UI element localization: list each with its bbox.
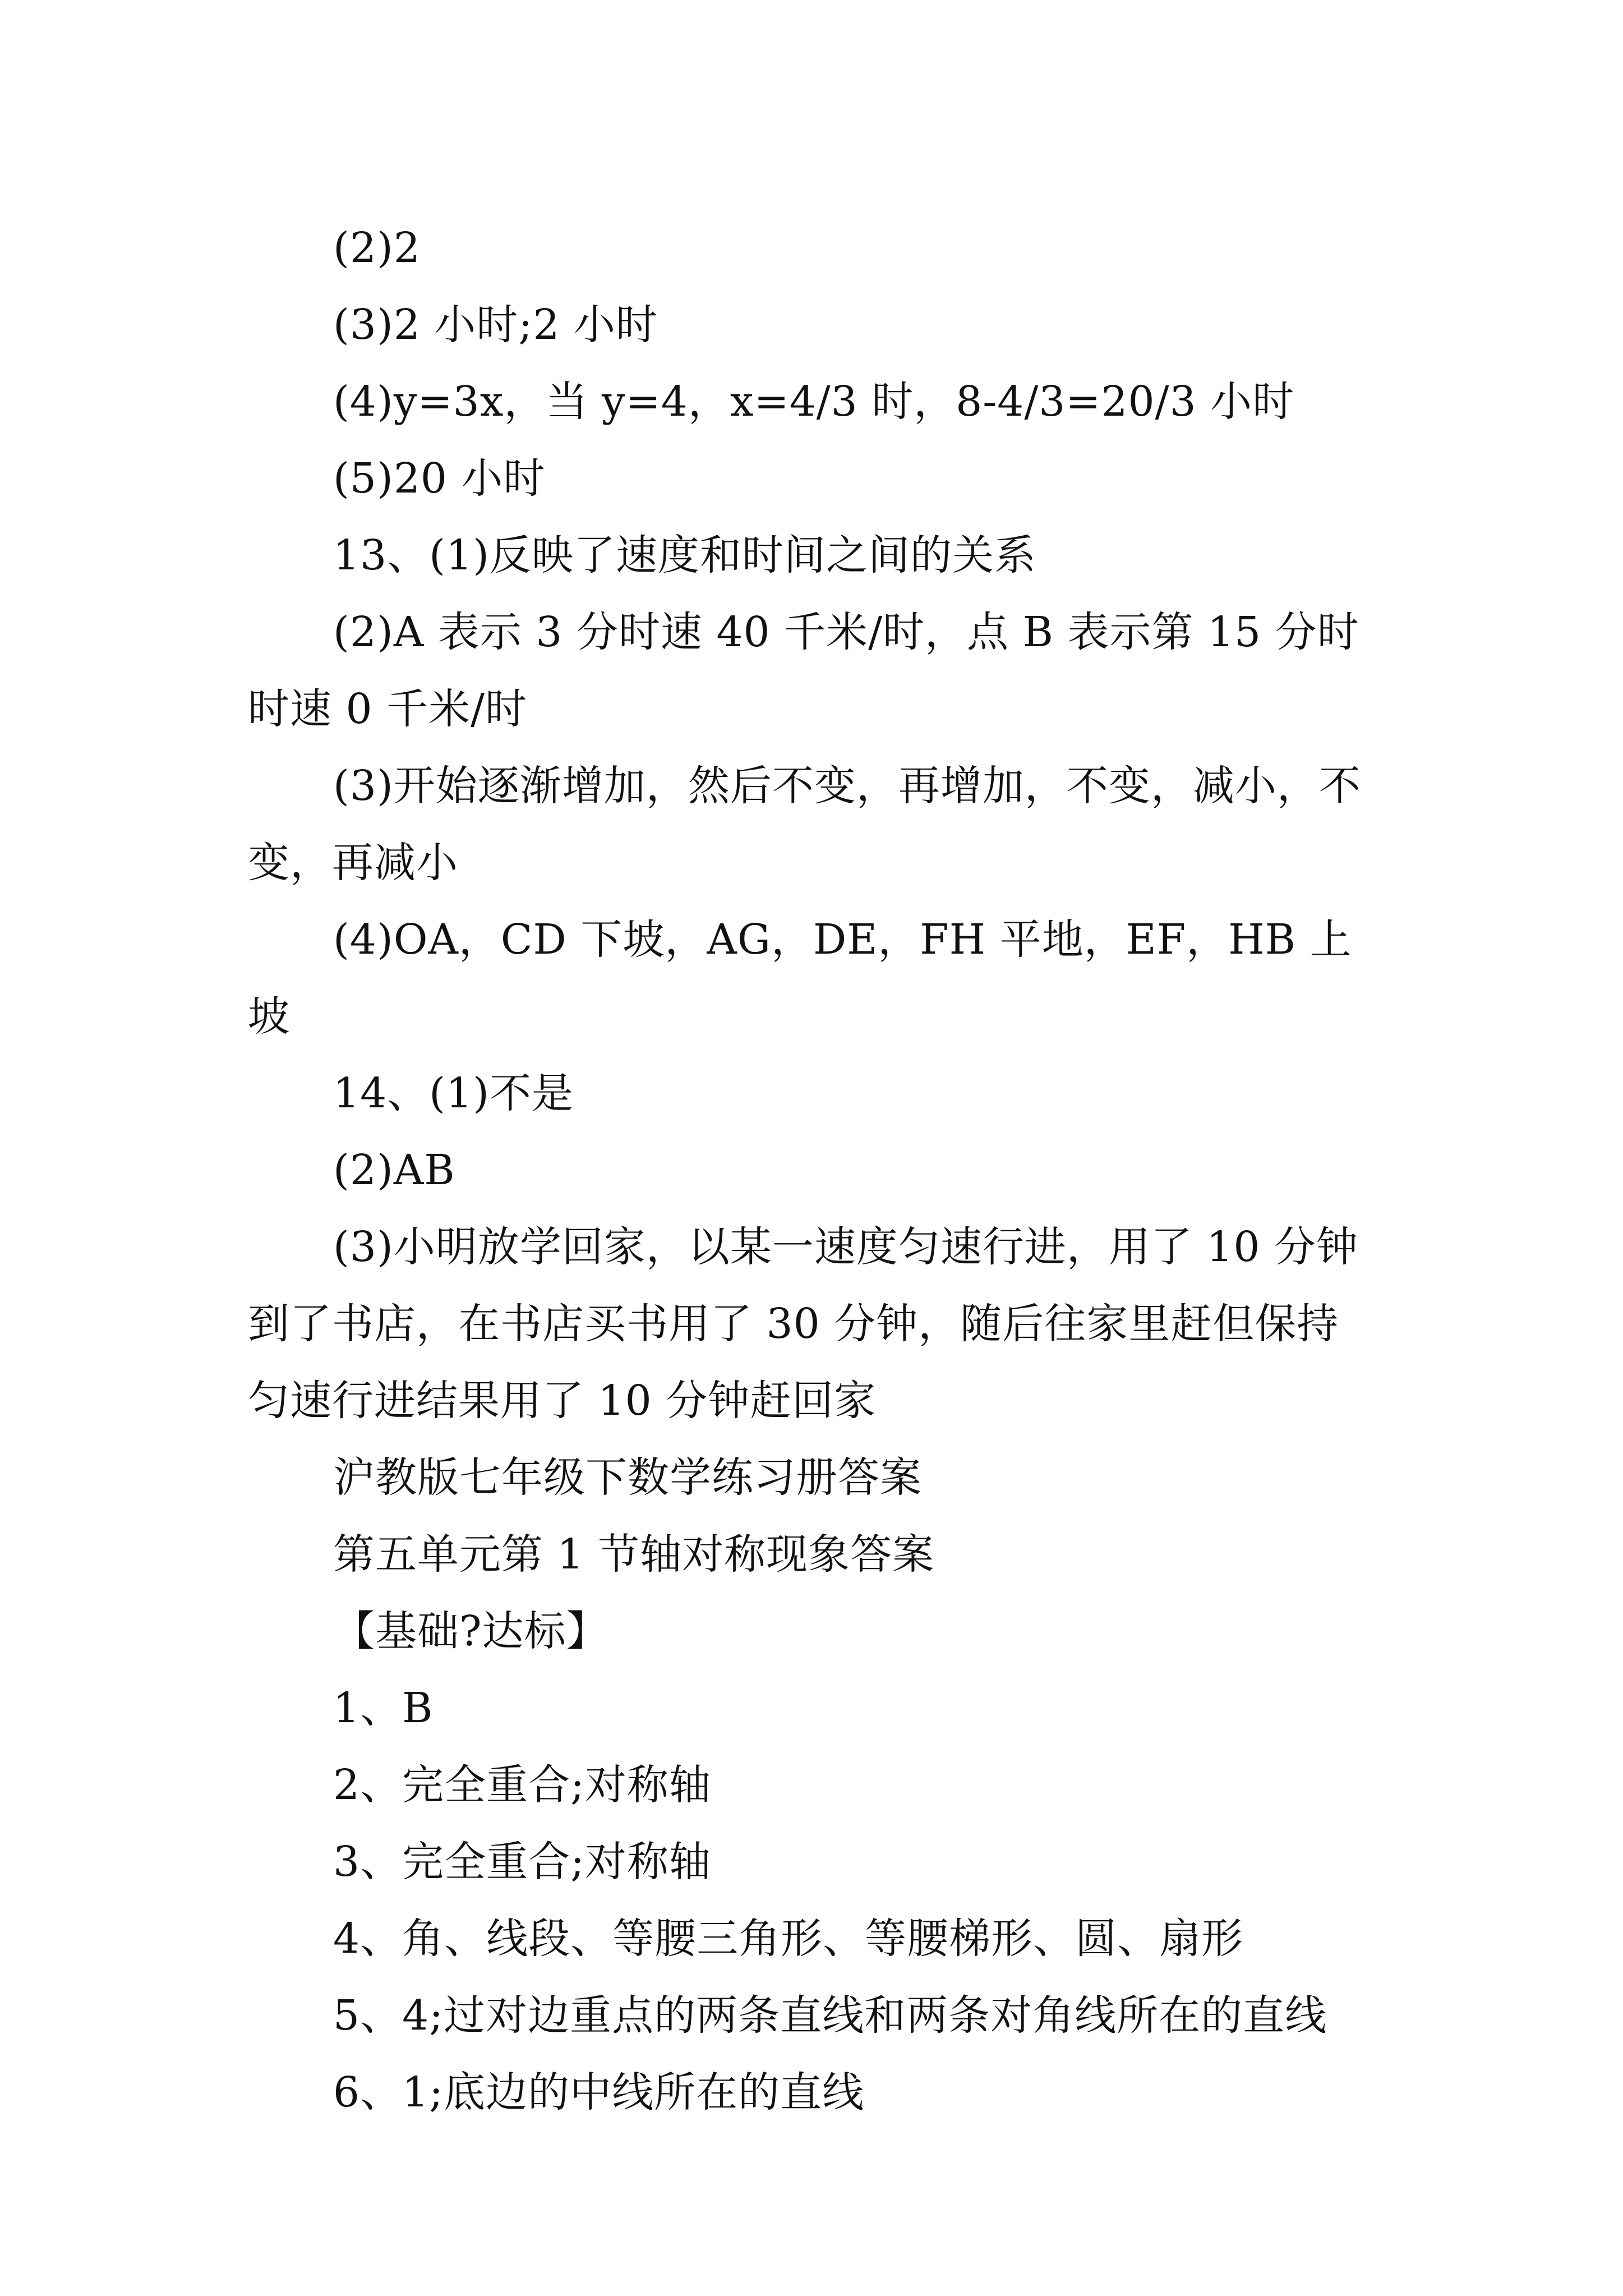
answer-3: 3、完全重合;对称轴 [333, 1838, 712, 1886]
answer-5: 5、4;过对边重点的两条直线和两条对角线所在的直线 [333, 1991, 1327, 2040]
answer-1: 1、B [333, 1684, 434, 1732]
answer-2: 2、完全重合;对称轴 [333, 1761, 712, 1809]
section-heading-unit5: 第五单元第 1 节轴对称现象答案 [333, 1530, 935, 1579]
paragraph-14-1: 14、(1)不是 [333, 1069, 574, 1117]
paragraph-13-4: (4)OA，CD 下坡，AG，DE，FH 平地，EF，HB 上坡 [248, 915, 1352, 1041]
paragraph-13-2: (2)A 表示 3 分时速 40 千米/时，点 B 表示第 15 分时时速 0 千米/时 [248, 608, 1359, 733]
paragraph-2-4: (4)y=3x，当 y=4，x=4/3 时，8-4/3=20/3 小时 [333, 378, 1295, 426]
paragraph-14-3: (3)小明放学回家，以某一速度匀速行进，用了 10 分钟到了书店，在书店买书用了 30 分钟，随后往家里赶但保持匀速行进结果用了 10 分钟赶回家 [248, 1223, 1359, 1425]
subheading-basic: 【基础?达标】 [333, 1607, 608, 1655]
paragraph-2-5: (5)20 小时 [333, 454, 546, 503]
answer-4: 4、角、线段、等腰三角形、等腰梯形、圆、扇形 [333, 1915, 1244, 1963]
paragraph-2-3: (3)2 小时;2 小时 [333, 301, 658, 349]
answer-6: 6、1;底边的中线所在的直线 [333, 2068, 865, 2116]
paragraph-13-3: (3)开始逐渐增加，然后不变，再增加，不变，减小，不变，再减小 [248, 762, 1361, 887]
document-body [248, 210, 1381, 2131]
paragraph-13-1: 13、(1)反映了速度和时间之间的关系 [333, 531, 1036, 579]
paragraph-14-2: (2)AB [333, 1146, 455, 1194]
paragraph-2-2: (2)2 [333, 224, 421, 272]
section-heading-workbook: 沪教版七年级下数学练习册答案 [333, 1453, 922, 1502]
